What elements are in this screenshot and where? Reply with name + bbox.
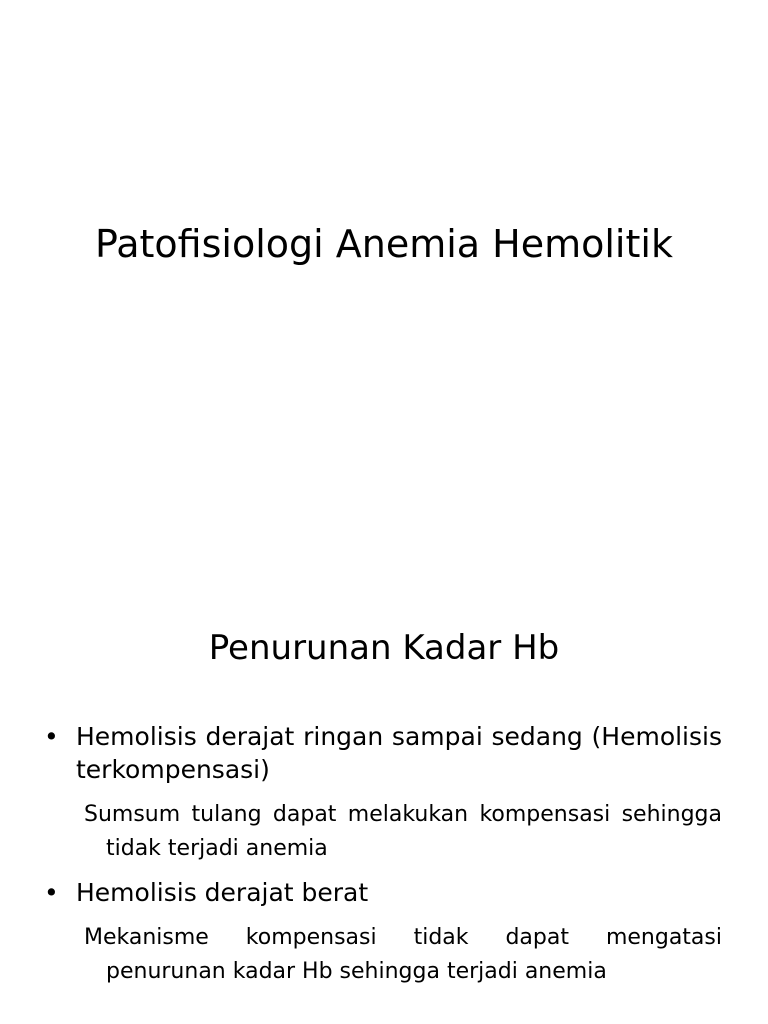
slide-2-title: Penurunan Kadar Hb [208, 628, 560, 668]
bullet-list [44, 720, 722, 989]
bullet-text: Hemolisis derajat ringan sampai sedang (Hemolisis terkompensasi) [76, 722, 722, 784]
sub-bullet-text: Sumsum tulang dapat melakukan kompensasi sehingga tidak terjadi anemia [84, 802, 722, 861]
sub-bullet-text: Mekanisme kompensasi tidak dapat mengatasi penurunan kadar Hb sehingga terjadi anemia [84, 925, 722, 984]
bullet-marker: • [44, 722, 59, 751]
slide-2 [0, 512, 768, 1024]
bullet-marker: • [44, 878, 59, 907]
bullet-item [44, 720, 722, 786]
slide-1-title: Patofisiologi Anemia Hemolitik [95, 222, 673, 266]
bullet-item [44, 876, 722, 909]
bullet-text: Hemolisis derajat berat [76, 878, 369, 907]
